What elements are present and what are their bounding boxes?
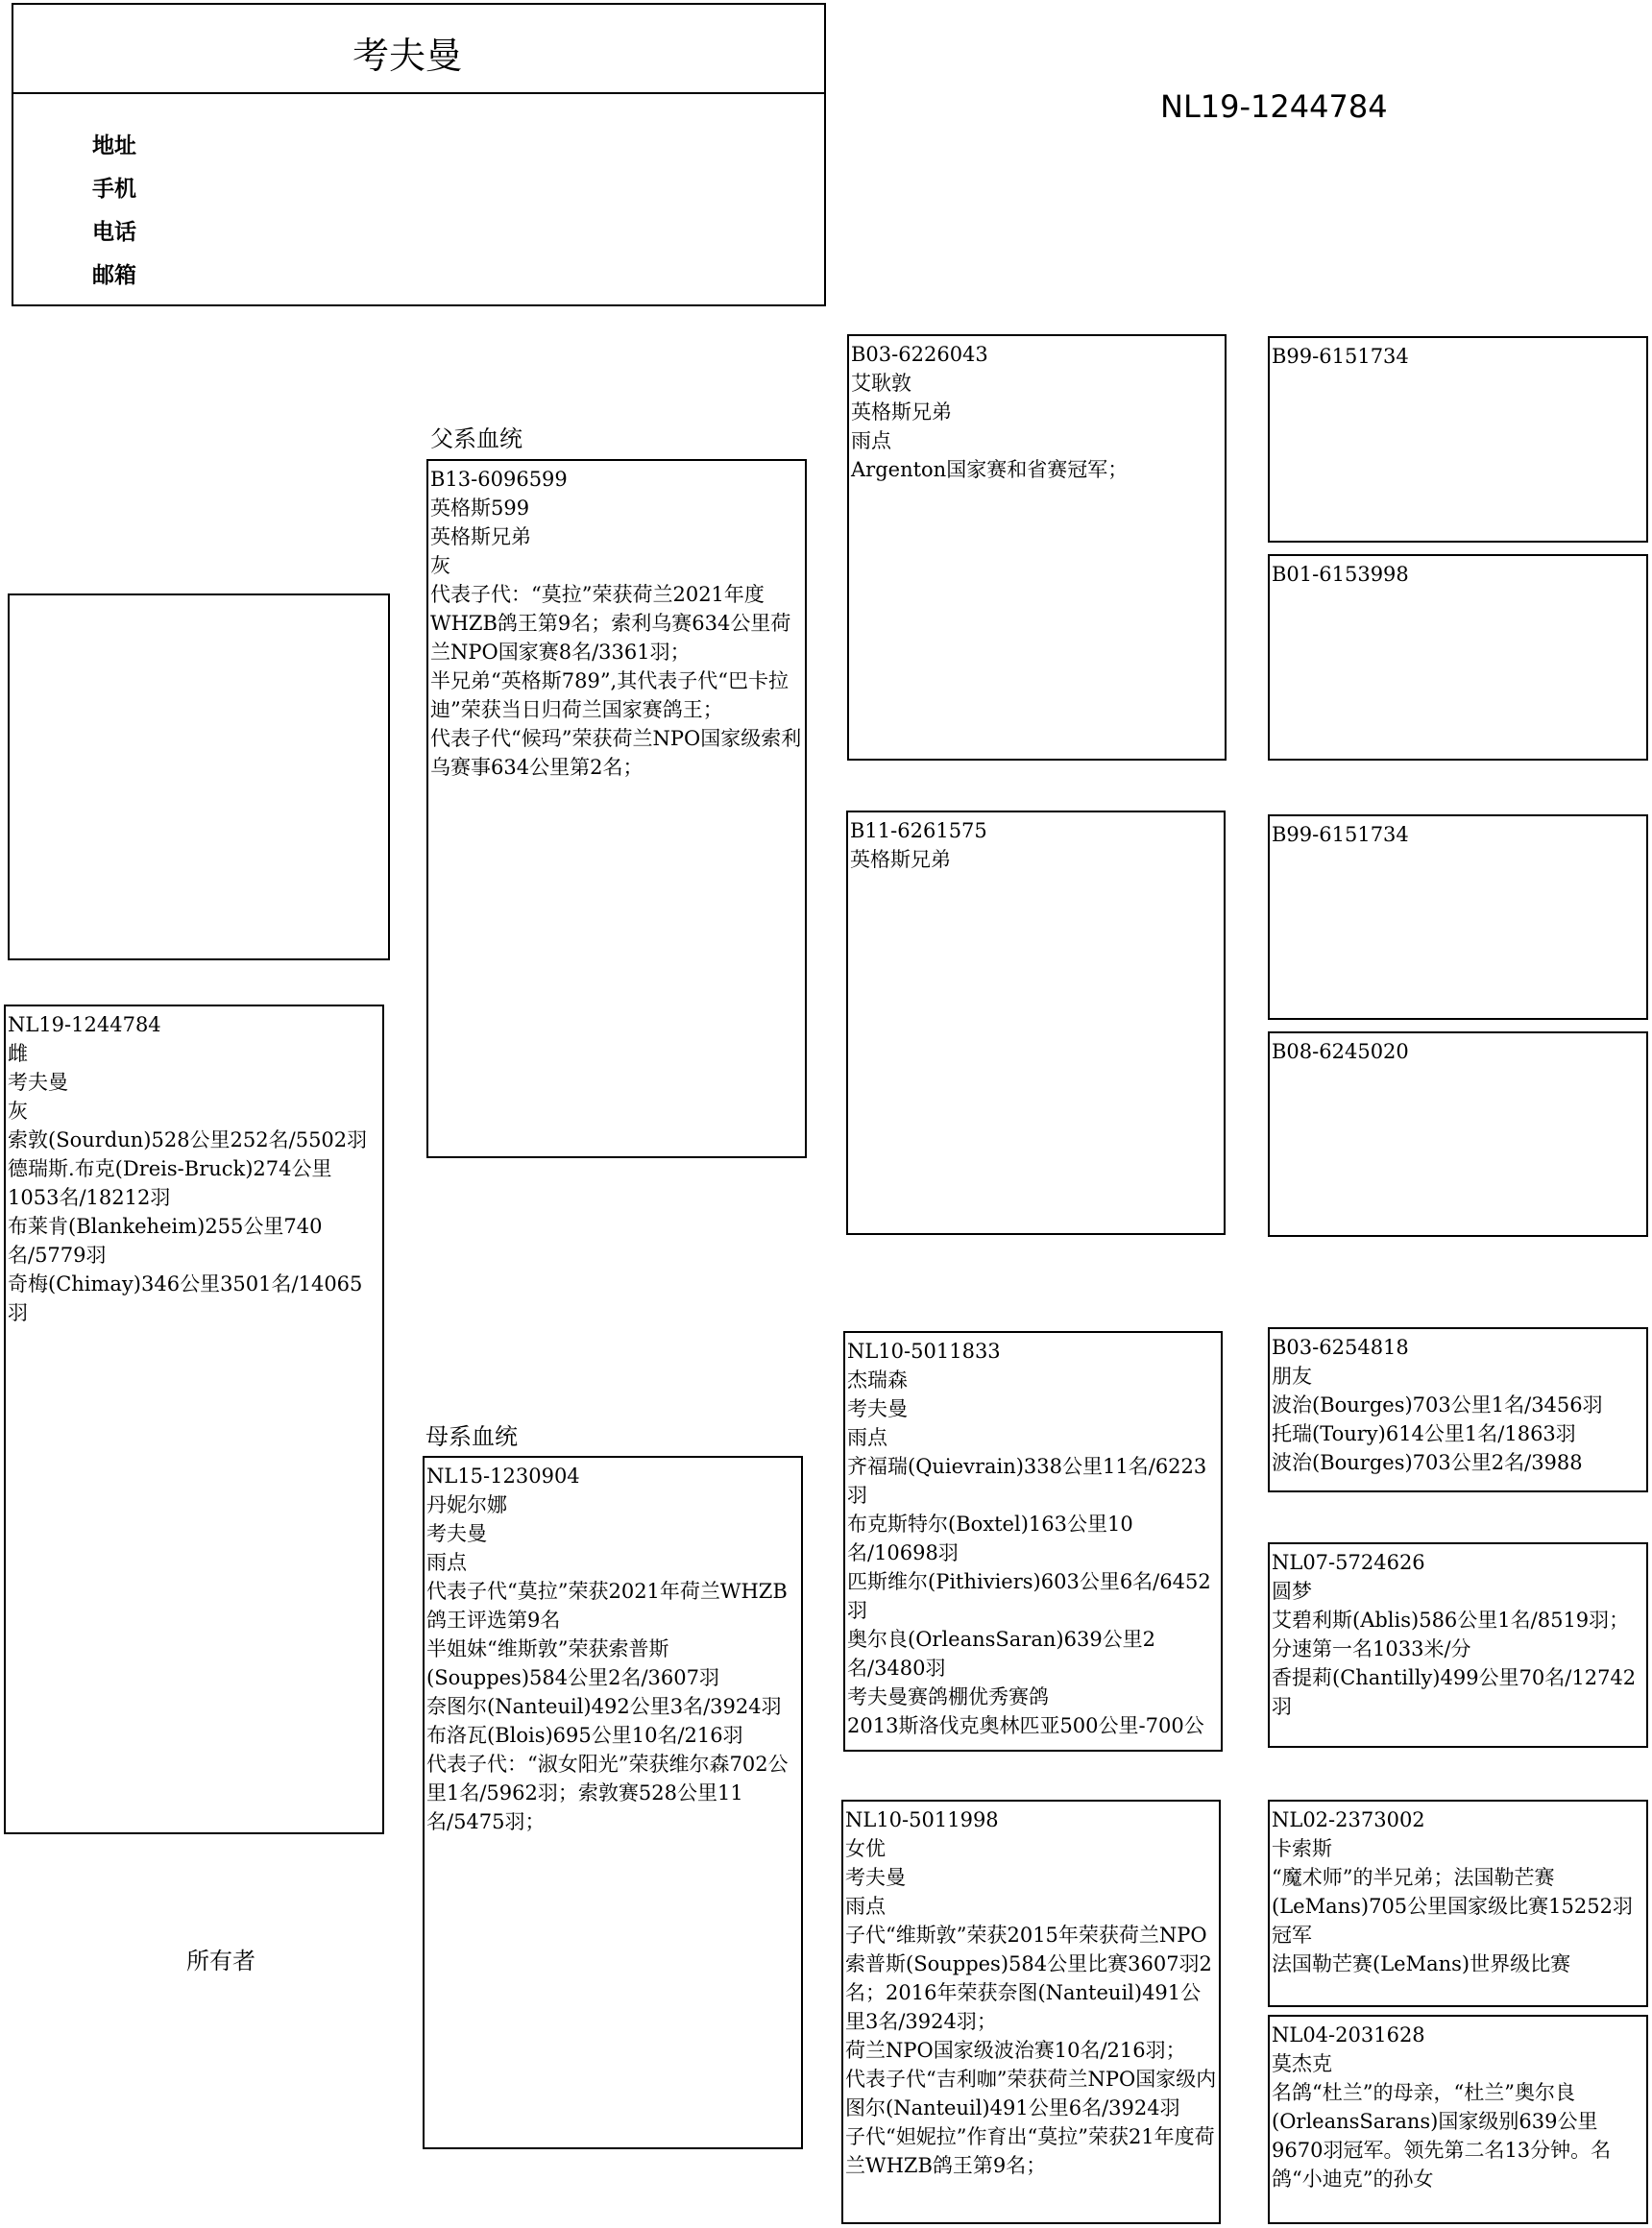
great-grandparent-2-card <box>1268 554 1648 761</box>
loft-title: 考夫曼 <box>352 35 462 77</box>
sire-dam-card <box>846 811 1226 1235</box>
card-line: 卡索斯 <box>1272 1837 1332 1860</box>
card-line: 子代“维斯敦”荣获2015年荣获荷兰NPO索普斯(Souppes)584公里比赛3607羽2名；2016年荣获奈图(Nanteuil)491公里3名/3924羽； <box>845 1924 1212 2033</box>
card-line: 女优 <box>845 1837 886 1860</box>
card-line: 朋友 <box>1272 1365 1312 1388</box>
card-line: 英格斯兄弟 <box>851 400 952 424</box>
card-line: B01-6153998 <box>1272 563 1409 586</box>
great-grandparent-3-card <box>1268 814 1648 1020</box>
card-line: 波治(Bourges)703公里1名/3456羽 <box>1272 1393 1603 1417</box>
card-line: 奥尔良(OrleansSaran)639公里2名/3480羽 <box>847 1628 1156 1680</box>
card-line: 半姐妹“维斯敦”荣获索普斯(Souppes)584公里2名/3607羽 <box>426 1637 719 1689</box>
card-line: 艾碧利斯(Ablis)586公里1名/8519羽；分速第一名1033米/分 <box>1272 1609 1630 1660</box>
card-line: 考夫曼 <box>426 1522 487 1545</box>
card-line: NL07-5724626 <box>1272 1551 1425 1574</box>
card-line: B03-6226043 <box>851 343 988 366</box>
card-line: 英格斯599 <box>430 496 530 520</box>
great-grandparent-7-card <box>1268 1800 1648 2007</box>
great-grandparent-6-card <box>1268 1542 1648 1748</box>
card-line: B99-6151734 <box>1272 345 1409 368</box>
ring-number-title: NL19-1244784 <box>1160 88 1388 125</box>
card-line: 奇梅(Chimay)346公里3501名/14065羽 <box>8 1272 363 1324</box>
great-grandparent-5-card <box>1268 1327 1648 1492</box>
card-line: 莫杰克 <box>1272 2052 1332 2075</box>
card-line: 代表子代：“淑女阳光”荣获维尔森702公里1名/5962羽；索敦赛528公里11名/5475羽； <box>426 1753 789 1833</box>
card-line: 考夫曼 <box>847 1397 908 1420</box>
card-line: B13-6096599 <box>430 468 568 491</box>
card-line: 灰 <box>430 554 450 577</box>
card-line: Argenton国家赛和省赛冠军； <box>851 458 1129 481</box>
card-line: 子代“妲妮拉”作育出“莫拉”荣获21年度荷兰WHZB鸽王第9名； <box>845 2125 1215 2177</box>
field-mobile-label: 手机 <box>92 177 136 202</box>
card-line: 名鸽“杜兰”的母亲，“杜兰”奥尔良(OrleansSarans)国家级别639公里9670羽冠军。领先第二名13分钟。名鸽“小迪克”的孙女 <box>1272 2081 1612 2191</box>
card-line: 奈图尔(Nanteuil)492公里3名/3924羽 <box>426 1695 782 1718</box>
card-line: 杰瑞森 <box>847 1368 908 1392</box>
sire-sire-card <box>847 334 1227 761</box>
card-line: B99-6151734 <box>1272 823 1409 846</box>
card-line: 雌 <box>8 1042 28 1065</box>
card-line: 英格斯兄弟 <box>850 848 951 871</box>
field-email-label: 邮箱 <box>92 263 136 288</box>
card-line: NL10-5011998 <box>845 1808 999 1831</box>
card-line: 雨点 <box>845 1895 886 1918</box>
field-address-label: 地址 <box>92 133 136 158</box>
dam-line-label: 母系血统 <box>425 1423 518 1450</box>
field-phone-label: 电话 <box>92 220 136 245</box>
card-line: 2013斯洛伐克奥林匹亚500公里-700公 <box>847 1714 1204 1737</box>
card-line: 德瑞斯.布克(Dreis-Bruck)274公里1053名/18212羽 <box>8 1157 332 1209</box>
subject-pigeon-card <box>4 1005 384 1834</box>
contact-fields <box>92 128 136 301</box>
card-line: 雨点 <box>851 429 891 452</box>
card-line: 波治(Bourges)703公里2名/3988 <box>1272 1451 1583 1474</box>
great-grandparent-1-card <box>1268 336 1648 543</box>
card-line: 索敦(Sourdun)528公里252名/5502羽 <box>8 1128 368 1151</box>
pigeon-photo-frame <box>8 593 390 960</box>
card-line: 法国勒芒赛(LeMans)世界级比赛 <box>1272 1952 1571 1975</box>
great-grandparent-8-card <box>1268 2015 1648 2224</box>
card-line: 考夫曼 <box>8 1071 68 1094</box>
card-line: B11-6261575 <box>850 819 987 842</box>
card-line: 半兄弟“英格斯789”,其代表子代“巴卡拉迪”荣获当日归荷兰国家赛鸽王； <box>430 669 789 721</box>
dam-card <box>423 1456 803 2149</box>
card-line: B03-6254818 <box>1272 1336 1409 1359</box>
card-line: 托瑞(Toury)614公里1名/1863羽 <box>1272 1422 1576 1445</box>
card-line: 代表子代“吉利咖”荣获荷兰NPO国家级内图尔(Nanteuil)491公里6名/3924羽 <box>845 2068 1217 2119</box>
card-line: 代表子代“莫拉”荣获2021年荷兰WHZB鸽王评选第9名 <box>426 1580 788 1632</box>
card-line: B08-6245020 <box>1272 1040 1409 1063</box>
card-line: NL04-2031628 <box>1272 2023 1425 2046</box>
header-divider <box>13 92 824 94</box>
great-grandparent-4-card <box>1268 1031 1648 1237</box>
card-line: 齐福瑞(Quievrain)338公里11名/6223羽 <box>847 1455 1207 1507</box>
card-line: NL19-1244784 <box>8 1013 161 1036</box>
card-line: 香提莉(Chantilly)499公里70名/12742羽 <box>1272 1666 1637 1718</box>
card-line: 布克斯特尔(Boxtel)163公里10名/10698羽 <box>847 1513 1133 1564</box>
sire-card <box>426 459 807 1158</box>
card-line: 艾耿敦 <box>851 372 911 395</box>
card-line: 布洛瓦(Blois)695公里10名/216羽 <box>426 1724 743 1747</box>
dam-dam-card <box>841 1800 1221 2224</box>
card-line: 圆梦 <box>1272 1580 1312 1603</box>
card-line: 布莱肯(Blankeheim)255公里740名/5779羽 <box>8 1215 323 1267</box>
card-line: 代表子代：“莫拉”荣获荷兰2021年度WHZB鸽王第9名；索利乌赛634公里荷兰NPO国家赛8名/3361羽； <box>430 583 791 664</box>
card-line: 考夫曼 <box>845 1866 906 1889</box>
card-line: 英格斯兄弟 <box>430 525 531 548</box>
card-line: 灰 <box>8 1100 28 1123</box>
card-line: 荷兰NPO国家级波治赛10名/216羽； <box>845 2039 1186 2062</box>
card-line: 代表子代“候玛”荣获荷兰NPO国家级索利乌赛事634公里第2名； <box>430 727 802 779</box>
owner-info-box <box>12 3 826 306</box>
card-line: NL10-5011833 <box>847 1340 1001 1363</box>
dam-sire-card <box>843 1331 1223 1752</box>
card-line: 匹斯维尔(Pithiviers)603公里6名/6452羽 <box>847 1570 1211 1622</box>
card-line: 丹妮尔娜 <box>426 1493 507 1516</box>
card-line: 雨点 <box>847 1426 887 1449</box>
card-line: “魔术师”的半兄弟；法国勒芒赛(LeMans)705公里国家级比赛15252羽冠军 <box>1272 1866 1633 1947</box>
card-line: 雨点 <box>426 1551 467 1574</box>
card-line: 考夫曼赛鸽棚优秀赛鸽 <box>847 1685 1049 1708</box>
card-line: NL02-2373002 <box>1272 1808 1425 1831</box>
owner-label: 所有者 <box>186 1948 255 1974</box>
card-line: NL15-1230904 <box>426 1465 580 1488</box>
sire-line-label: 父系血统 <box>430 425 522 452</box>
